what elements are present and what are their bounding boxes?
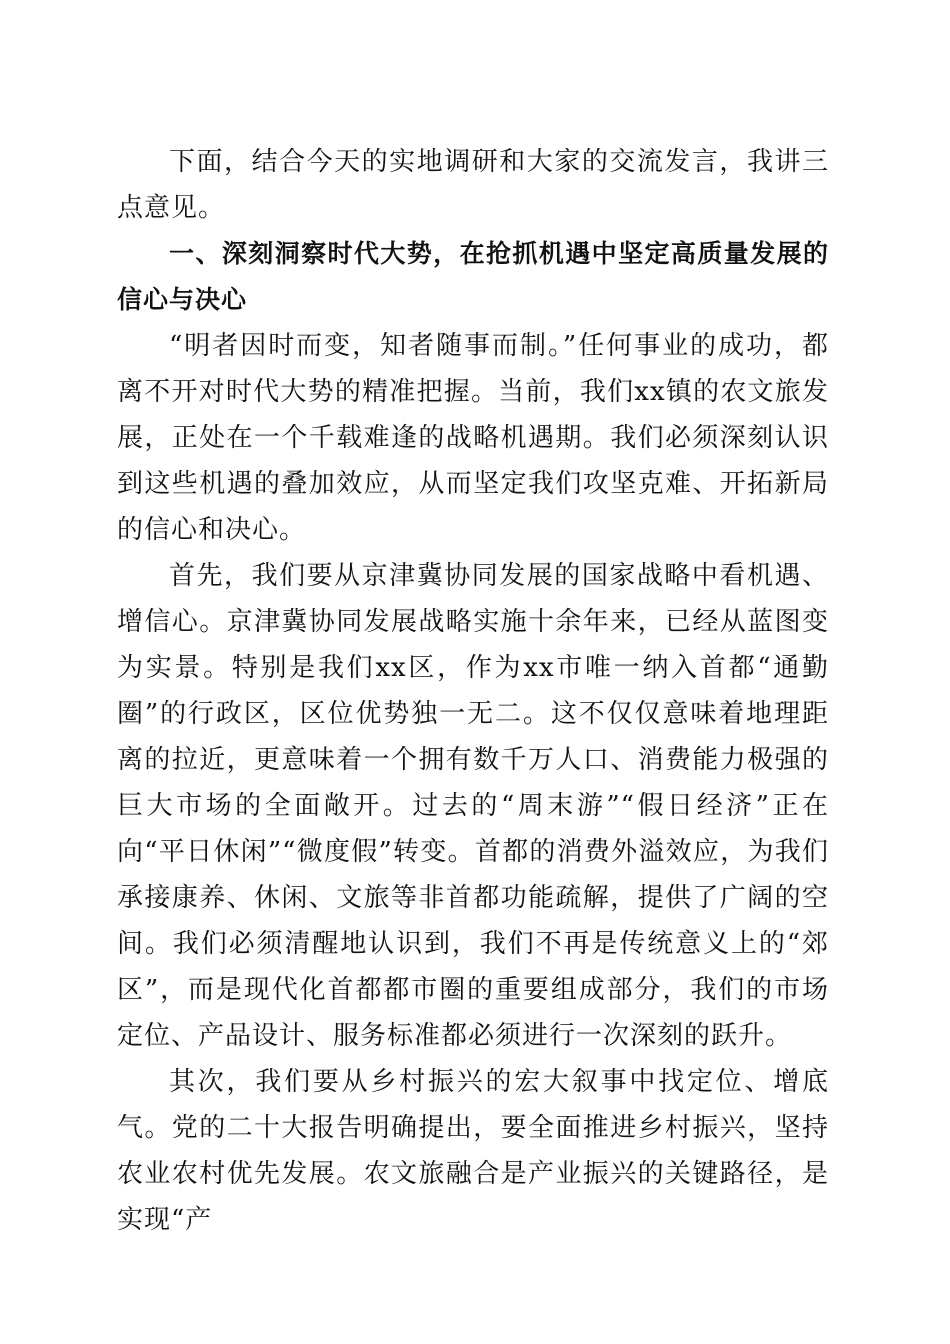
body-paragraph: 首先，我们要从京津冀协同发展的国家战略中看机遇、增信心。京津冀协同发展战略实施十余年来，已经从蓝图变为实景。特别是我们xx区，作为xx市唯一纳入首都“通勤圈”的行政区，区位优势独一无二。这不仅仅意味着地理距离的拉近，更意味着一个拥有数千万人口、消费能力极强的巨大市场的全面敞开。过去的“周末游”“假日经济”正在向“平日休闲”“微度假”转变。首都的消费外溢效应，为我们承接康养、休闲、文旅等非首都功能疏解，提供了广阔的空间。我们必须清醒地认识到，我们不再是传统意义上的“郊区”，而是现代化首都都市圈的重要组成部分，我们的市场定位、产品设计、服务标准都必须进行一次深刻的跃升。 bbox=[117, 561, 829, 1051]
body-paragraph: 其次，我们要从乡村振兴的宏大叙事中找定位、增底气。党的二十大报告明确提出，要全面推进乡村振兴，坚持农业农村优先发展。农文旅融合是产业振兴的关键路径，是实现“产 bbox=[117, 1067, 829, 1235]
intro-paragraph: 下面，结合今天的实地调研和大家的交流发言，我讲三点意见。 bbox=[117, 147, 829, 223]
section-heading: 一、深刻洞察时代大势，在抢抓机遇中坚定高质量发展的信心与决心 bbox=[117, 239, 829, 314]
document-body bbox=[117, 139, 829, 1243]
body-paragraph: “明者因时而变，知者随事而制。”任何事业的成功，都离不开对时代大势的精准把握。当前，我们xx镇的农文旅发展，正处在一个千载难逢的战略机遇期。我们必须深刻认识到这些机遇的叠加效应，从而坚定我们攻坚克难、开拓新局的信心和决心。 bbox=[117, 331, 829, 545]
